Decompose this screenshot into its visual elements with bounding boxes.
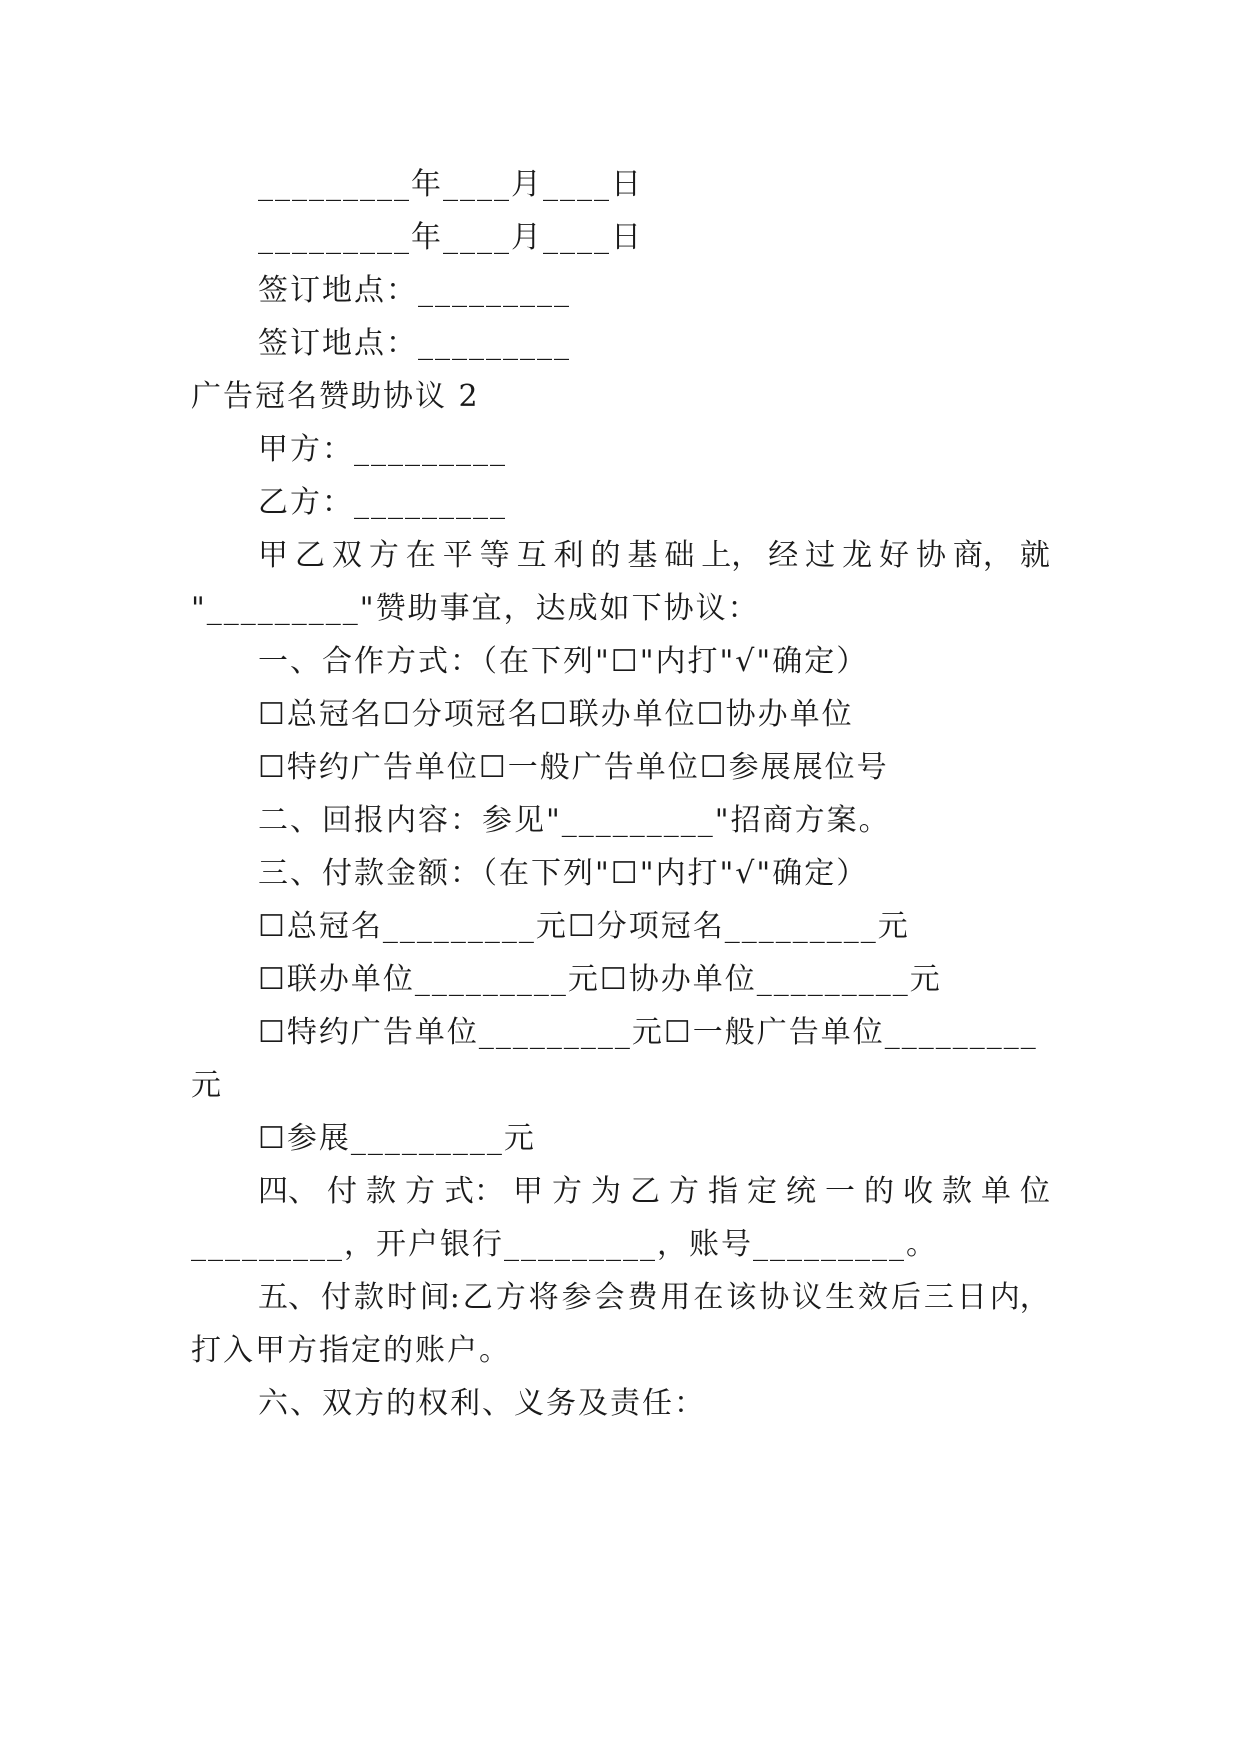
justified-text-chunk: 互 xyxy=(516,538,547,573)
clause-3-title: 三、付款金额：（在下列"☐"内打"√"确定） xyxy=(258,856,869,891)
clause-5-cont: 打入甲方指定的账户。 xyxy=(191,1333,511,1368)
justified-text-chunk: 四、 xyxy=(258,1174,318,1209)
justified-text-chunk: 方 xyxy=(669,1174,699,1209)
justified-text-chunk: 平 xyxy=(442,538,473,573)
clause-1-options-b: ☐特约广告单位☐一般广告单位☐参展展位号 xyxy=(258,750,889,785)
justified-text-chunk: 效 xyxy=(858,1280,889,1315)
justified-text-chunk: 乙 xyxy=(630,1174,660,1209)
justified-text-chunk: 该 xyxy=(726,1280,757,1315)
justified-text-chunk: 款 xyxy=(353,1280,384,1315)
justified-text-chunk: 利 xyxy=(553,538,584,573)
date-line-1: _________年____月____日 xyxy=(258,167,643,202)
justified-text-chunk: 协 xyxy=(759,1280,790,1315)
justified-text-chunk: 上， xyxy=(701,538,762,573)
justified-text-chunk: 内， xyxy=(989,1280,1050,1315)
justified-text-chunk: 在 xyxy=(693,1280,724,1315)
clause-3-amount-a: ☐总冠名_________元☐分项冠名_________元 xyxy=(258,909,910,944)
justified-text-chunk: 好 xyxy=(879,538,909,573)
justified-text-chunk: 乙 xyxy=(462,1280,493,1315)
justified-text-chunk: 统 xyxy=(786,1174,816,1209)
clause-6-title: 六、双方的权利、义务及责任： xyxy=(258,1386,706,1421)
intro-paragraph xyxy=(258,536,1050,576)
justified-text-chunk: 经 xyxy=(768,538,799,573)
clause-1-options-a: ☐总冠名☐分项冠名☐联办单位☐协办单位 xyxy=(258,697,854,732)
justified-text-chunk: 一 xyxy=(825,1174,855,1209)
party-b: 乙方：_________ xyxy=(258,485,507,520)
justified-text-chunk: 龙 xyxy=(842,538,873,573)
justified-text-chunk: 为 xyxy=(591,1174,621,1209)
justified-text-chunk: 付 xyxy=(327,1174,357,1209)
justified-text-chunk: 基 xyxy=(627,538,658,573)
justified-text-chunk: 指 xyxy=(708,1174,738,1209)
clause-1-title: 一、合作方式：（在下列"☐"内打"√"确定） xyxy=(258,644,869,679)
signing-place-2: 签订地点：_________ xyxy=(258,326,571,361)
justified-text-chunk: 方 xyxy=(405,1174,435,1209)
justified-text-chunk: 五、 xyxy=(258,1280,318,1315)
justified-text-chunk: 等 xyxy=(479,538,510,573)
justified-text-chunk: 方 xyxy=(552,1174,582,1209)
justified-text-chunk: 三 xyxy=(923,1280,954,1315)
justified-text-chunk: 生 xyxy=(825,1280,856,1315)
justified-text-chunk: 日 xyxy=(956,1280,987,1315)
justified-text-chunk: 会 xyxy=(594,1280,625,1315)
justified-text-chunk: 在 xyxy=(405,538,436,573)
justified-text-chunk: 时 xyxy=(386,1280,417,1315)
justified-text-chunk: 款 xyxy=(366,1174,396,1209)
justified-text-chunk: 间: xyxy=(419,1280,460,1315)
justified-text-chunk: 双 xyxy=(331,538,362,573)
justified-text-chunk: 方 xyxy=(495,1280,526,1315)
date-line-2: _________年____月____日 xyxy=(258,220,643,255)
clause-3-amount-c: ☐特约广告单位_________元☐一般广告单位_________ xyxy=(258,1015,1038,1050)
justified-text-chunk: 协 xyxy=(915,538,946,573)
clause-3-amount-b: ☐联办单位_________元☐协办单位_________元 xyxy=(258,962,942,997)
justified-text-chunk: 参 xyxy=(561,1280,592,1315)
justified-text-chunk: 定 xyxy=(747,1174,777,1209)
justified-text-chunk: 费 xyxy=(627,1280,658,1315)
clause-2: 二、回报内容：参见"_________"招商方案。 xyxy=(258,803,891,838)
justified-text-chunk: 的 xyxy=(864,1174,894,1209)
justified-text-chunk: 款 xyxy=(942,1174,972,1209)
justified-text-chunk: 甲 xyxy=(513,1174,543,1209)
clause-4 xyxy=(258,1172,1050,1212)
clause-5 xyxy=(258,1278,1050,1318)
justified-text-chunk: 式： xyxy=(444,1174,504,1209)
justified-text-chunk: 就 xyxy=(1019,538,1050,573)
justified-text-chunk: 甲 xyxy=(258,538,288,573)
justified-text-chunk: 乙 xyxy=(294,538,325,573)
clause-4-cont: _________，开户银行_________，账号_________。 xyxy=(191,1227,938,1262)
justified-text-chunk: 付 xyxy=(320,1280,351,1315)
party-a: 甲方：_________ xyxy=(258,432,507,467)
justified-text-chunk: 的 xyxy=(590,538,621,573)
justified-text-chunk: 将 xyxy=(528,1280,559,1315)
clause-3-amount-c-cont: 元 xyxy=(191,1068,223,1103)
justified-text-chunk: 础 xyxy=(664,538,695,573)
justified-text-chunk: 过 xyxy=(805,538,836,573)
justified-text-chunk: 后 xyxy=(890,1280,921,1315)
clause-3-amount-d: ☐参展_________元 xyxy=(258,1121,536,1156)
justified-text-chunk: 商， xyxy=(952,538,1013,573)
justified-text-chunk: 单 xyxy=(981,1174,1011,1209)
section-title: 广告冠名赞助协议 2 xyxy=(191,379,480,414)
justified-text-chunk: 用 xyxy=(660,1280,691,1315)
intro-paragraph-cont: "_________"赞助事宜，达成如下协议： xyxy=(191,591,760,626)
signing-place-1: 签订地点：_________ xyxy=(258,273,571,308)
justified-text-chunk: 方 xyxy=(368,538,399,573)
justified-text-chunk: 议 xyxy=(792,1280,823,1315)
justified-text-chunk: 位 xyxy=(1020,1174,1050,1209)
justified-text-chunk: 收 xyxy=(903,1174,933,1209)
